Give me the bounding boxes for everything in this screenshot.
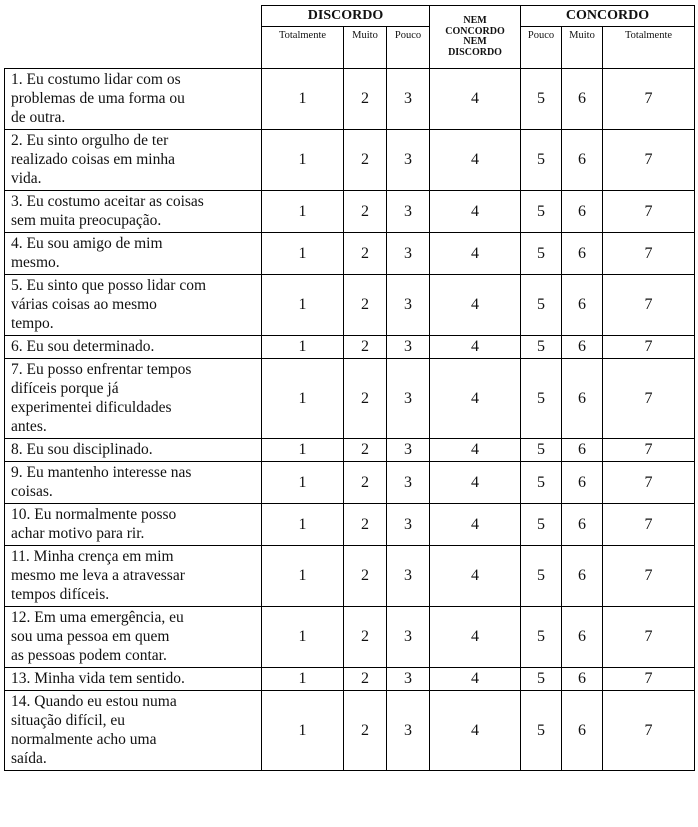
response-option-6[interactable]: 6 bbox=[562, 233, 603, 275]
item-statement bbox=[5, 668, 262, 691]
statement-line: situação difícil, eu bbox=[11, 712, 126, 729]
statement-line: 12. Em uma emergência, eu bbox=[11, 609, 184, 626]
response-option-7[interactable]: 7 bbox=[603, 607, 695, 668]
response-option-2[interactable]: 2 bbox=[344, 607, 387, 668]
response-option-2[interactable]: 2 bbox=[344, 233, 387, 275]
table-row bbox=[5, 130, 695, 191]
response-option-3[interactable]: 3 bbox=[387, 691, 430, 771]
statement-line: mesmo me leva a atravessar bbox=[11, 567, 185, 584]
header-discordo: DISCORDO bbox=[262, 6, 430, 27]
table-row bbox=[5, 668, 695, 691]
response-option-7[interactable]: 7 bbox=[603, 275, 695, 336]
response-option-7[interactable]: 7 bbox=[603, 233, 695, 275]
response-option-6[interactable]: 6 bbox=[562, 668, 603, 691]
response-option-6[interactable]: 6 bbox=[562, 607, 603, 668]
response-option-7[interactable]: 7 bbox=[603, 691, 695, 771]
response-option-3[interactable]: 3 bbox=[387, 233, 430, 275]
response-option-3[interactable]: 3 bbox=[387, 275, 430, 336]
response-option-3[interactable]: 3 bbox=[387, 69, 430, 130]
response-option-1[interactable]: 1 bbox=[262, 546, 344, 607]
response-option-2[interactable]: 2 bbox=[344, 130, 387, 191]
response-option-4[interactable]: 4 bbox=[430, 462, 521, 504]
response-option-3[interactable]: 3 bbox=[387, 504, 430, 546]
item-statement bbox=[5, 691, 262, 771]
subheader-discordo-muito: Muito bbox=[344, 27, 387, 69]
response-option-5[interactable]: 5 bbox=[521, 607, 562, 668]
statement-line: 14. Quando eu estou numa bbox=[11, 693, 177, 710]
response-option-5[interactable]: 5 bbox=[521, 69, 562, 130]
response-option-1[interactable]: 1 bbox=[262, 691, 344, 771]
table-row bbox=[5, 546, 695, 607]
response-option-3[interactable]: 3 bbox=[387, 607, 430, 668]
statement-line: 1. Eu costumo lidar com os bbox=[11, 71, 181, 88]
item-statement bbox=[5, 439, 262, 462]
response-option-4[interactable]: 4 bbox=[430, 69, 521, 130]
item-statement bbox=[5, 130, 262, 191]
response-option-2[interactable]: 2 bbox=[344, 359, 387, 439]
resilience-scale-table bbox=[4, 5, 695, 771]
statement-line: problemas de uma forma ou bbox=[11, 90, 185, 107]
statement-line: difíceis porque já bbox=[11, 380, 119, 397]
response-option-5[interactable]: 5 bbox=[521, 439, 562, 462]
response-option-5[interactable]: 5 bbox=[521, 191, 562, 233]
header-neutral-line: NEM bbox=[463, 15, 487, 26]
statement-line: achar motivo para rir. bbox=[11, 525, 145, 542]
response-option-1[interactable]: 1 bbox=[262, 668, 344, 691]
subheader-discordo-pouco: Pouco bbox=[387, 27, 430, 69]
statement-line: 2. Eu sinto orgulho de ter bbox=[11, 132, 169, 149]
item-statement bbox=[5, 233, 262, 275]
response-option-4[interactable]: 4 bbox=[430, 607, 521, 668]
statement-line: 11. Minha crença em mim bbox=[11, 548, 174, 565]
response-option-4[interactable]: 4 bbox=[430, 546, 521, 607]
statement-line: 5. Eu sinto que posso lidar com bbox=[11, 277, 207, 294]
statement-line: 4. Eu sou amigo de mim bbox=[11, 235, 163, 252]
table-row bbox=[5, 191, 695, 233]
response-option-6[interactable]: 6 bbox=[562, 462, 603, 504]
response-option-4[interactable]: 4 bbox=[430, 439, 521, 462]
response-option-5[interactable]: 5 bbox=[521, 504, 562, 546]
response-option-3[interactable]: 3 bbox=[387, 462, 430, 504]
response-option-2[interactable]: 2 bbox=[344, 275, 387, 336]
response-option-4[interactable]: 4 bbox=[430, 504, 521, 546]
item-statement bbox=[5, 275, 262, 336]
response-option-5[interactable]: 5 bbox=[521, 130, 562, 191]
response-option-1[interactable]: 1 bbox=[262, 69, 344, 130]
response-option-4[interactable]: 4 bbox=[430, 130, 521, 191]
subheader-concordo-muito: Muito bbox=[562, 27, 603, 69]
item-statement bbox=[5, 69, 262, 130]
table-row bbox=[5, 462, 695, 504]
statement-line: de outra. bbox=[11, 109, 66, 126]
header-neutral-line: DISCORDO bbox=[448, 46, 502, 58]
response-option-4[interactable]: 4 bbox=[430, 336, 521, 359]
statement-line: antes. bbox=[11, 418, 47, 435]
response-option-1[interactable]: 1 bbox=[262, 359, 344, 439]
response-option-5[interactable]: 5 bbox=[521, 668, 562, 691]
response-option-5[interactable]: 5 bbox=[521, 275, 562, 336]
statement-line: 7. Eu posso enfrentar tempos bbox=[11, 361, 192, 378]
response-option-7[interactable]: 7 bbox=[603, 130, 695, 191]
response-option-6[interactable]: 6 bbox=[562, 275, 603, 336]
table-row bbox=[5, 69, 695, 130]
response-option-6[interactable]: 6 bbox=[562, 130, 603, 191]
response-option-4[interactable]: 4 bbox=[430, 359, 521, 439]
response-option-7[interactable]: 7 bbox=[603, 668, 695, 691]
response-option-2[interactable]: 2 bbox=[344, 462, 387, 504]
response-option-4[interactable]: 4 bbox=[430, 691, 521, 771]
response-option-5[interactable]: 5 bbox=[521, 336, 562, 359]
response-option-1[interactable]: 1 bbox=[262, 191, 344, 233]
response-option-3[interactable]: 3 bbox=[387, 439, 430, 462]
items-body bbox=[5, 69, 695, 771]
statement-line: 8. Eu sou disciplinado. bbox=[11, 441, 153, 458]
response-option-6[interactable]: 6 bbox=[562, 336, 603, 359]
statement-line: tempo. bbox=[11, 315, 54, 332]
response-option-1[interactable]: 1 bbox=[262, 504, 344, 546]
table-row bbox=[5, 275, 695, 336]
statement-line: 10. Eu normalmente posso bbox=[11, 506, 177, 523]
header-neutral-line: NEM bbox=[463, 36, 487, 47]
response-option-5[interactable]: 5 bbox=[521, 546, 562, 607]
statement-line: sou uma pessoa em quem bbox=[11, 628, 170, 645]
response-option-6[interactable]: 6 bbox=[562, 439, 603, 462]
item-statement bbox=[5, 504, 262, 546]
statement-line: mesmo. bbox=[11, 254, 60, 271]
statement-line: experimentei dificuldades bbox=[11, 399, 172, 416]
response-option-4[interactable]: 4 bbox=[430, 191, 521, 233]
table-row bbox=[5, 359, 695, 439]
statement-line: 6. Eu sou determinado. bbox=[11, 338, 155, 355]
response-option-1[interactable]: 1 bbox=[262, 233, 344, 275]
response-option-7[interactable]: 7 bbox=[603, 69, 695, 130]
response-option-1[interactable]: 1 bbox=[262, 607, 344, 668]
response-option-7[interactable]: 7 bbox=[603, 359, 695, 439]
header-nem-concordo-nem-discordo bbox=[430, 6, 521, 69]
response-option-2[interactable]: 2 bbox=[344, 668, 387, 691]
item-statement bbox=[5, 336, 262, 359]
response-option-2[interactable]: 2 bbox=[344, 191, 387, 233]
response-option-3[interactable]: 3 bbox=[387, 668, 430, 691]
response-option-5[interactable]: 5 bbox=[521, 233, 562, 275]
statement-line: as pessoas podem contar. bbox=[11, 647, 167, 664]
subheader-concordo-totalmente: Totalmente bbox=[603, 27, 695, 69]
table-row bbox=[5, 233, 695, 275]
response-option-4[interactable]: 4 bbox=[430, 233, 521, 275]
response-option-5[interactable]: 5 bbox=[521, 359, 562, 439]
response-option-1[interactable]: 1 bbox=[262, 439, 344, 462]
response-option-7[interactable]: 7 bbox=[603, 191, 695, 233]
statement-line: realizado coisas em minha bbox=[11, 151, 175, 168]
statement-line: tempos difíceis. bbox=[11, 586, 110, 603]
response-option-6[interactable]: 6 bbox=[562, 359, 603, 439]
item-statement bbox=[5, 546, 262, 607]
statement-line: várias coisas ao mesmo bbox=[11, 296, 157, 313]
response-option-6[interactable]: 6 bbox=[562, 546, 603, 607]
response-option-7[interactable]: 7 bbox=[603, 336, 695, 359]
statement-line: saída. bbox=[11, 750, 47, 767]
statement-line: vida. bbox=[11, 170, 42, 187]
item-statement bbox=[5, 462, 262, 504]
response-option-3[interactable]: 3 bbox=[387, 336, 430, 359]
item-statement bbox=[5, 191, 262, 233]
statement-line: coisas. bbox=[11, 483, 53, 500]
response-option-5[interactable]: 5 bbox=[521, 462, 562, 504]
response-option-1[interactable]: 1 bbox=[262, 275, 344, 336]
response-option-7[interactable]: 7 bbox=[603, 504, 695, 546]
response-option-2[interactable]: 2 bbox=[344, 691, 387, 771]
response-option-1[interactable]: 1 bbox=[262, 336, 344, 359]
header-concordo: CONCORDO bbox=[521, 6, 695, 27]
response-option-3[interactable]: 3 bbox=[387, 130, 430, 191]
response-option-5[interactable]: 5 bbox=[521, 691, 562, 771]
header-row-groups bbox=[5, 6, 695, 27]
response-option-2[interactable]: 2 bbox=[344, 69, 387, 130]
response-option-6[interactable]: 6 bbox=[562, 191, 603, 233]
response-option-4[interactable]: 4 bbox=[430, 668, 521, 691]
response-option-3[interactable]: 3 bbox=[387, 359, 430, 439]
item-statement bbox=[5, 607, 262, 668]
response-option-2[interactable]: 2 bbox=[344, 336, 387, 359]
item-statement bbox=[5, 359, 262, 439]
response-option-2[interactable]: 2 bbox=[344, 504, 387, 546]
table-row bbox=[5, 607, 695, 668]
statement-line: sem muita preocupação. bbox=[11, 212, 162, 229]
response-option-7[interactable]: 7 bbox=[603, 439, 695, 462]
response-option-6[interactable]: 6 bbox=[562, 69, 603, 130]
response-option-3[interactable]: 3 bbox=[387, 191, 430, 233]
response-option-1[interactable]: 1 bbox=[262, 130, 344, 191]
response-option-7[interactable]: 7 bbox=[603, 546, 695, 607]
subheader-discordo-totalmente: Totalmente bbox=[262, 27, 344, 69]
response-option-6[interactable]: 6 bbox=[562, 504, 603, 546]
table-row bbox=[5, 336, 695, 359]
response-option-1[interactable]: 1 bbox=[262, 462, 344, 504]
statement-line: 13. Minha vida tem sentido. bbox=[11, 670, 185, 687]
statement-line: normalmente acho uma bbox=[11, 731, 157, 748]
response-option-3[interactable]: 3 bbox=[387, 546, 430, 607]
subheader-concordo-pouco: Pouco bbox=[521, 27, 562, 69]
table-row bbox=[5, 504, 695, 546]
response-option-2[interactable]: 2 bbox=[344, 439, 387, 462]
table-row bbox=[5, 439, 695, 462]
statement-line: 3. Eu costumo aceitar as coisas bbox=[11, 193, 204, 210]
statement-line: 9. Eu mantenho interesse nas bbox=[11, 464, 192, 481]
header-neutral-line: CONCORDO bbox=[445, 25, 505, 37]
response-option-6[interactable]: 6 bbox=[562, 691, 603, 771]
response-option-2[interactable]: 2 bbox=[344, 546, 387, 607]
response-option-4[interactable]: 4 bbox=[430, 275, 521, 336]
header-corner bbox=[5, 6, 262, 69]
table-row bbox=[5, 691, 695, 771]
response-option-7[interactable]: 7 bbox=[603, 462, 695, 504]
